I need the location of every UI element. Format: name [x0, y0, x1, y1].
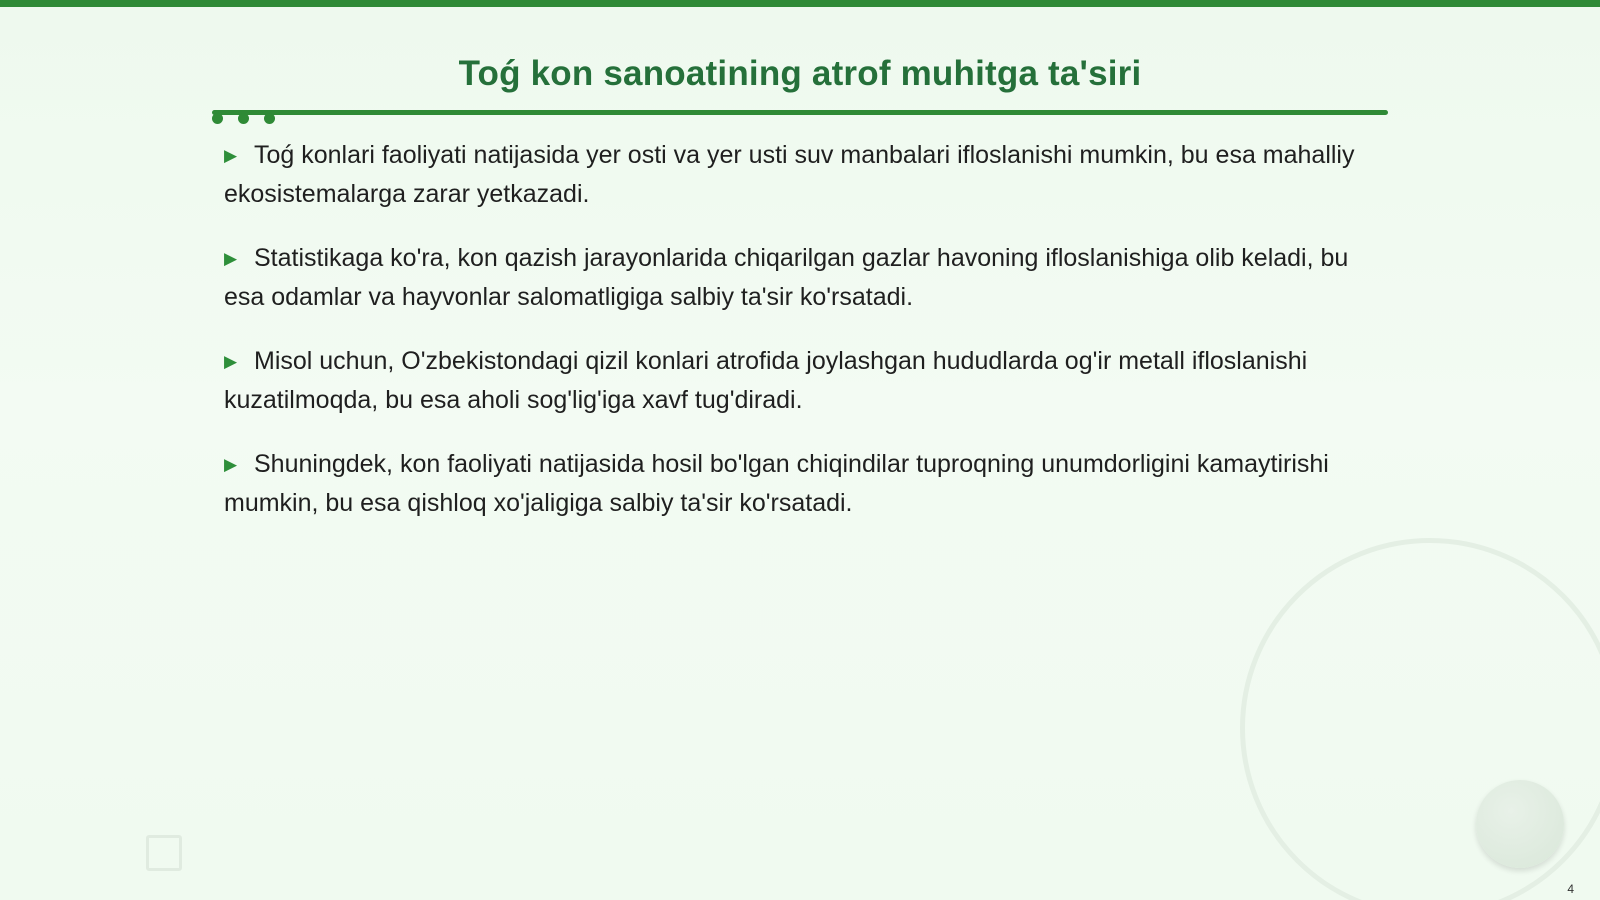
- slide-title: Toǵ kon sanoatining atrof muhitga ta'siri: [458, 54, 1142, 93]
- bullet-text: Misol uchun, O'zbekistondagi qizil konlari atrofida joylashgan hududlarda og'ir metall ifloslanishi kuzatilmoqda, bu esa aholi sog'lig'iga xavf tug'diradi.: [224, 347, 1308, 414]
- decorative-dot: [264, 113, 275, 124]
- decorative-dot: [238, 113, 249, 124]
- title-underline: [212, 110, 1388, 115]
- bullet-item: [224, 446, 1374, 522]
- bullet-arrow-icon: ▶: [224, 249, 238, 268]
- bullet-item: [224, 240, 1374, 316]
- bullet-arrow-icon: ▶: [224, 455, 238, 474]
- bullet-arrow-icon: ▶: [224, 146, 238, 165]
- decorative-square: [146, 835, 182, 871]
- bullet-text: Toǵ konlari faoliyati natijasida yer osti va yer usti suv manbalari ifloslanishi mumkin, bu esa mahalliy ekosistemalarga zarar yetkazadi.: [224, 141, 1355, 208]
- bullet-text: Statistikaga ko'ra, kon qazish jarayonlarida chiqarilgan gazlar havoning ifloslanishiga olib keladi, bu esa odamlar va hayvonlar salomatligiga salbiy ta'sir ko'rsatadi.: [224, 244, 1349, 311]
- bullet-text: Shuningdek, kon faoliyati natijasida hosil bo'lgan chiqindilar tuproqning unumdorligini kamaytirishi mumkin, bu esa qishloq xo'jaligiga salbiy ta'sir ko'rsatadi.: [224, 450, 1329, 517]
- decorative-circle: [1476, 780, 1564, 868]
- top-accent-bar: [0, 0, 1600, 7]
- bullet-item: [224, 343, 1374, 419]
- bullet-item: [224, 137, 1374, 213]
- page-number: 4: [1567, 882, 1574, 896]
- bullet-list: [224, 137, 1374, 549]
- decorative-dot: [212, 113, 223, 124]
- bullet-arrow-icon: ▶: [224, 352, 238, 371]
